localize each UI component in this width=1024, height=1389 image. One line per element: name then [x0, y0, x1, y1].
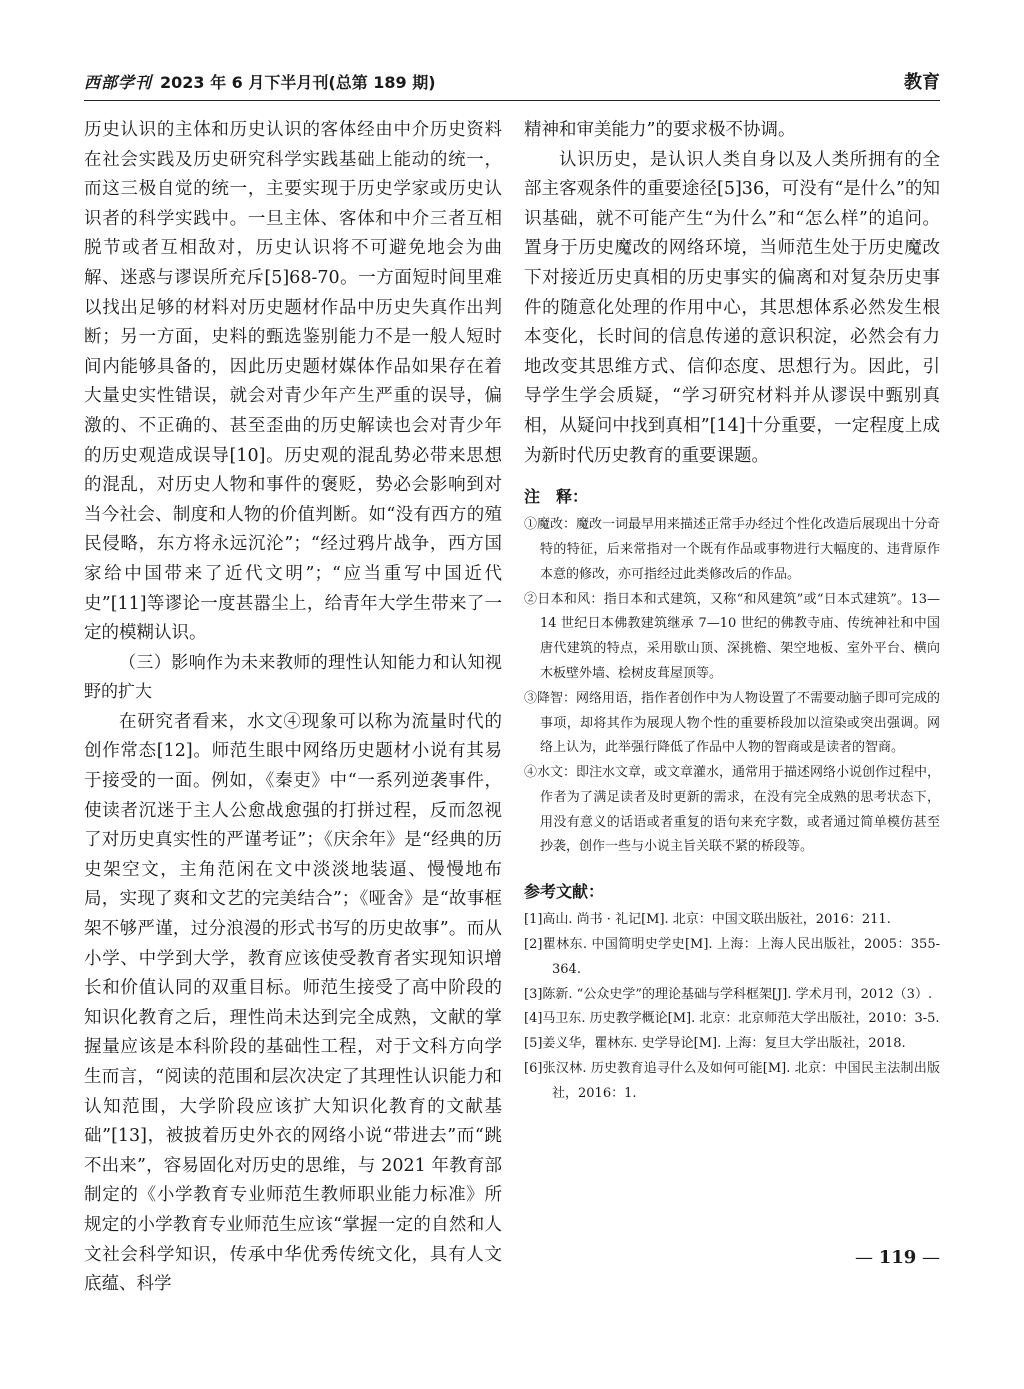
note-item: ②日本和风：指日本和式建筑，又称“和风建筑”或“日本式建筑”。13—14 世纪日本佛教建筑继承 7—10 世纪的佛教寺庙、传统神社和中国唐代建筑的特点，采用歇山顶、深挑檐、架空地板、室外平台、横向木板壁外墙、桧树皮葺屋顶等。 — [524, 591, 940, 681]
body-paragraph: 认识历史，是认识人类自身以及人类所拥有的全部主客观条件的重要途径[5]36，可没有“是什么”的知识基础，就不可能产生“为什么”和“怎么样”的追问。置身于历史魔改的网络环境，当师范生处于历史魔改下对接近历史真相的历史事实的偏离和对复杂历史事件的随意化处理的作用中心，其思想体系必然发生根本变化，长时间的信息传递的意识积淀，必然会有力地改变其思维方式、信仰态度、思想行为。因此，引导学生学会质疑，“学习研究材料并从谬误中甄别真相，从疑问中找到真相”[14]十分重要，一定程度上成为新时代历史教育的重要课题。 — [524, 149, 940, 466]
running-header — [84, 72, 940, 98]
note-item: ①魔改：魔改一词最早用来描述正常手办经过个性化改造后展现出十分奇特的特征，后来常指对一个既有作品或事物进行大幅度的、违背原作本意的修改，亦可指经过此类修改后的作品。 — [524, 517, 941, 582]
page-number-value: 119 — [878, 1247, 917, 1268]
section-title: 教育 — [904, 72, 940, 93]
body-paragraph: 精神和审美能力”的要求极不协调。 — [524, 120, 796, 140]
subsection-heading: （三）影响作为未来教师的理性认知能力和认知视野的扩大 — [84, 652, 502, 703]
right-body — [524, 116, 940, 471]
note-item: ④水文：即注水文章，或文章灌水，通常用于描述网络小说创作过程中，作者为了满足读者及时更新的需求，在没有完全成熟的思考状态下，用没有意义的话语或者重复的语句来充字数，或者通过简单模仿甚至抄袭，创作一些与小说主旨关联不紧的桥段等。 — [524, 765, 941, 855]
references-heading: 参考文献： — [524, 882, 605, 902]
body-paragraph: 历史认识的主体和历史认识的客体经由中介历史资料在社会实践及历史研究科学实践基础上能动的统一，而这三极自觉的统一，主要实现于历史学家或历史认识者的科学实践中。一旦主体、客体和中介三者互相脱节或者互相敌对，历史认识将不可避免地会为曲解、迷惑与谬误所充斥[5]68-70。一方面短时间里难以找出足够的材料对历史题材作品中历史失真作出判断；另一方面，史料的甄选鉴别能力不是一般人短时间内能够具备的，因此历史题材媒体作品如果存在着大量史实性错误，就会对青少年产生严重的误导，偏激的、不正确的、甚至歪曲的历史解读也会对青少年的历史观造成误导[10]。历史观的混乱势必带来思想的混乱，对历史人物和事件的褒贬，势必会影响到对当今社会、制度和人物的价值判断。如“没有西方的殖民侵略，东方将永远沉沦”；“经过鸦片战争，西方国家给中国带来了近代文明”；“应当重写中国近代史”[11]等谬论一度甚嚣尘上，给青年大学生带来了一定的模糊认识。 — [84, 120, 502, 644]
reference-item: [2]瞿林东. 中国简明史学史[M]. 上海：上海人民出版社，2005：355-364. — [524, 937, 940, 977]
journal-logo: 西部学刊 — [84, 73, 153, 92]
reference-item: [4]马卫东. 历史教学概论[M]. 北京：北京师范大学出版社，2010：3-5. — [524, 1011, 940, 1027]
page-number — [855, 1246, 940, 1270]
left-column — [84, 116, 502, 1300]
header-rule — [84, 100, 940, 101]
issue-info: 2023 年 6 月下半月刊(总第 189 期) — [160, 73, 436, 92]
page-number-dash-right: — — [916, 1247, 940, 1268]
notes-heading: 注 释： — [524, 487, 589, 507]
page-number-dash-left: — — [854, 1247, 879, 1268]
reference-item: [3]陈新. “公众史学”的理论基础与学科框架[J]. 学术月刊，2012（3）. — [524, 986, 933, 1002]
right-column — [524, 116, 940, 1107]
reference-item: [1]高山. 尚书 · 礼记[M]. 北京：中国文联出版社，2016：211. — [524, 912, 891, 928]
body-paragraph: 在研究者看来，水文④现象可以称为流量时代的创作常态[12]。师范生眼中网络历史题材小说有其易于接受的一面。例如，《秦吏》中“一系列逆袭事件，使读者沉迷于主人公愈战愈强的打拼过程，反而忽视了对历史真实性的严谨考证”；《庆余年》是“经典的历史架空文，主角范闲在文中淡淡地装逼、慢慢地布局，实现了爽和文艺的完美结合”；《哑舍》是“故事框架不够严谨，过分浪漫的形式书写的历史故事”。而从小学、中学到大学，教育应该使受教育者实现知识增长和价值认同的双重目标。师范生接受了高中阶段的知识化教育之后，理性尚未达到完全成熟，文献的掌握量应该是本科阶段的基础性工程，对于文科方向学生而言，“阅读的范围和层次决定了其理性认识能力和认知范围，大学阶段应该扩大知识化教育的文献基础”[13]，被披着历史外衣的网络小说“带进去”而“跳不出来”，容易固化对历史的思维，与 2021 年教育部制定的《小学教育专业师范生教师职业能力标准》所规定的小学教育专业师范生应该“掌握一定的自然和人文社会科学知识，传承中华优秀传统文化，具有人文底蕴、科学 — [84, 711, 502, 1295]
note-item: ③降智：网络用语，指作者创作中为人物设置了不需要动脑子即可完成的事项，却将其作为展现人物个性的重要桥段加以渲染或突出强调。网络上认为，此举强行降低了作品中人物的智商或是读者的智商。 — [524, 690, 941, 756]
reference-item: [6]张汉林. 历史教育追寻什么及如何可能[M]. 北京：中国民主法制出版社，2016：1. — [524, 1061, 940, 1101]
reference-item: [5]姜义华，瞿林东. 史学导论[M]. 上海：复旦大学出版社，2018. — [524, 1036, 906, 1052]
